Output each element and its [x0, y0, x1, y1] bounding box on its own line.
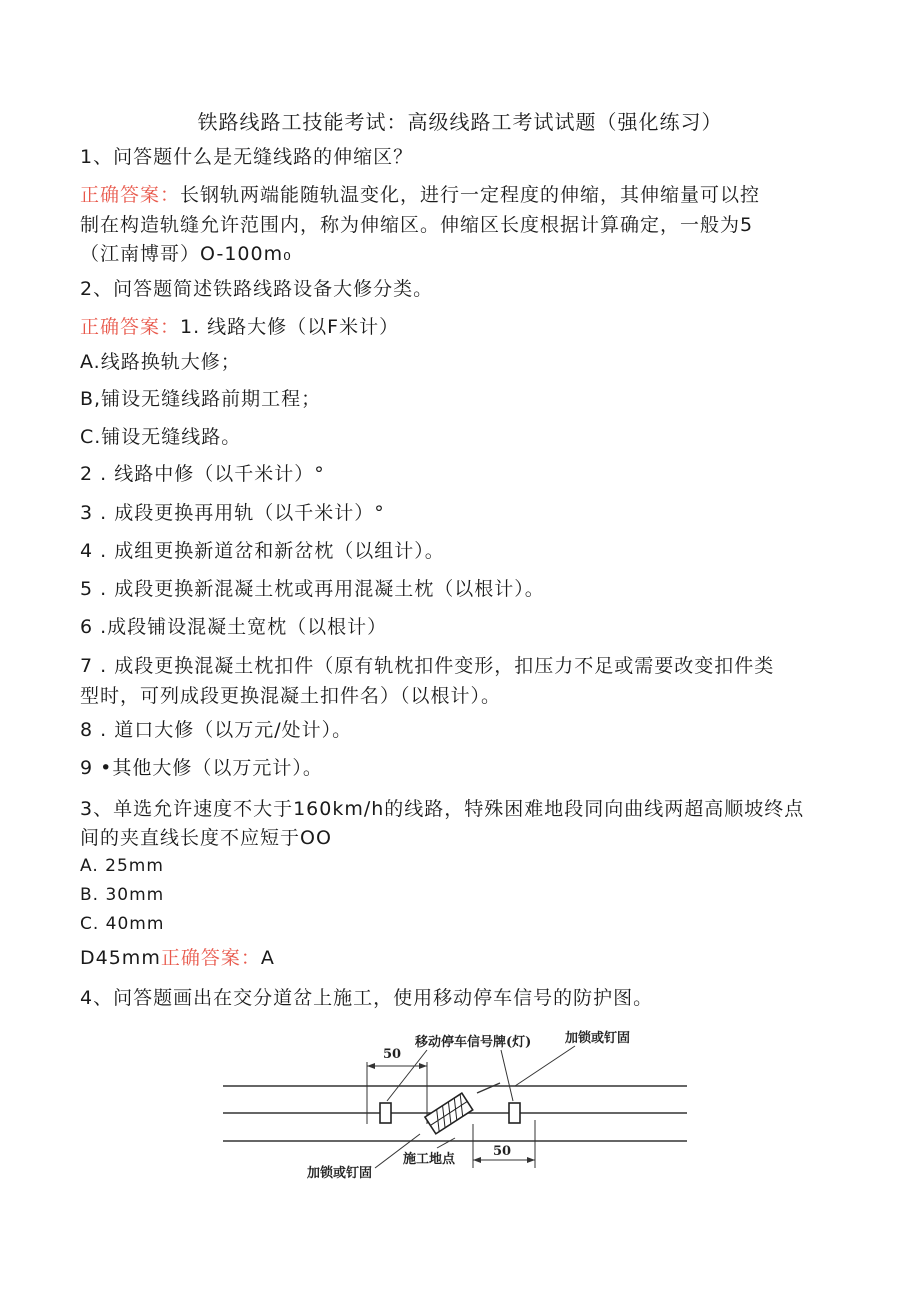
answer-2-item: 4 . 成组更换新道岔和新岔枕（以组计）。 [80, 540, 445, 562]
option-a: A. 25mm [80, 856, 164, 876]
answer-1-line-3: （江南博哥）O-100m₀ [80, 243, 292, 265]
answer-label: 正确答案： [80, 184, 181, 206]
answer-2-item: 3 . 成段更换再用轨（以千米计）° [80, 502, 385, 524]
answer-text: 1. 线路大修（以F米计） [180, 316, 400, 338]
arrow-icon [367, 1063, 375, 1069]
answer-text: 长钢轨两端能随轨温变化，进行一定程度的伸缩，其伸缩量可以控 [180, 184, 761, 206]
dim-left-label: 50 [383, 1047, 402, 1062]
answer-2-item: 型时，可列成段更换混凝土扣件名）（以根计）。 [80, 685, 502, 707]
answer-2-item: 8 . 道口大修（以万元/处计）。 [80, 719, 353, 741]
protection-diagram [215, 1020, 695, 1185]
answer-2-item: A.线路换轨大修； [80, 351, 241, 373]
page-title: 铁路线路工技能考试：高级线路工考试试题（强化练习） [197, 110, 723, 134]
answer-2-item: 5 . 成段更换新混凝土枕或再用混凝土枕（以根计）。 [80, 578, 545, 600]
work-site-hatch [425, 1093, 473, 1134]
answer-2-first [80, 313, 840, 341]
answer-2-item: B,铺设无缝线路前期工程； [80, 388, 322, 410]
answer-label: 正确答案： [80, 316, 181, 338]
option-d-answer [80, 944, 840, 972]
question-3-line-1: 3、单选允许速度不大于160km∕h的线路，特殊困难地段同向曲线两超高顺坡终点 [80, 798, 805, 820]
dim-right-label: 50 [493, 1144, 512, 1159]
question-2: 2、问答题简述铁路线路设备大修分类。 [80, 278, 434, 300]
stop-signal-left-icon [380, 1103, 391, 1123]
option-d: D45mm [80, 947, 161, 969]
leader-site [437, 1138, 455, 1148]
answer-1-line-2: 制在构造轨缝允许范围内，称为伸缩区。伸缩区长度根据计算确定，一般为5 [80, 214, 754, 236]
leader-lock-top [515, 1046, 575, 1086]
question-4: 4、问答题画出在交分道岔上施工，使用移动停车信号的防护图。 [80, 987, 654, 1009]
answer-2-item: 6 .成段铺设混凝土宽枕（以根计） [80, 616, 388, 638]
answer-2-item: 2 . 线路中修（以千米计）° [80, 463, 325, 485]
answer-label: 正确答案： [160, 947, 261, 969]
diverging-rail [477, 1083, 500, 1093]
answer-2-item: 9 •其他大修（以万元计）。 [80, 757, 323, 779]
question-1: 1、问答题什么是无缝线路的伸缩区？ [80, 146, 414, 168]
arrow-icon [419, 1063, 427, 1069]
label-lock-bottom: 加锁或钉固 [307, 1166, 373, 1181]
option-c: C. 40mm [80, 914, 165, 934]
stop-signal-right-icon [509, 1103, 520, 1123]
answer-1-line-1 [80, 181, 840, 209]
question-3-line-2: 间的夹直线长度不应短于OO [80, 827, 332, 849]
arrow-icon [527, 1157, 535, 1163]
answer-2-item: C.铺设无缝线路。 [80, 426, 242, 448]
label-lock-top: 加锁或钉固 [565, 1031, 631, 1046]
leader-signal-right [501, 1050, 513, 1101]
answer-value: A [260, 947, 275, 969]
option-b: B. 30mm [80, 885, 165, 905]
label-signal: 移动停车信号牌(灯) [415, 1035, 532, 1050]
arrow-icon [473, 1157, 481, 1163]
answer-2-item: 7 . 成段更换混凝土枕扣件（原有轨枕扣件变形，扣压力不足或需要改变扣件类 [80, 655, 775, 677]
label-site: 施工地点 [403, 1152, 456, 1167]
